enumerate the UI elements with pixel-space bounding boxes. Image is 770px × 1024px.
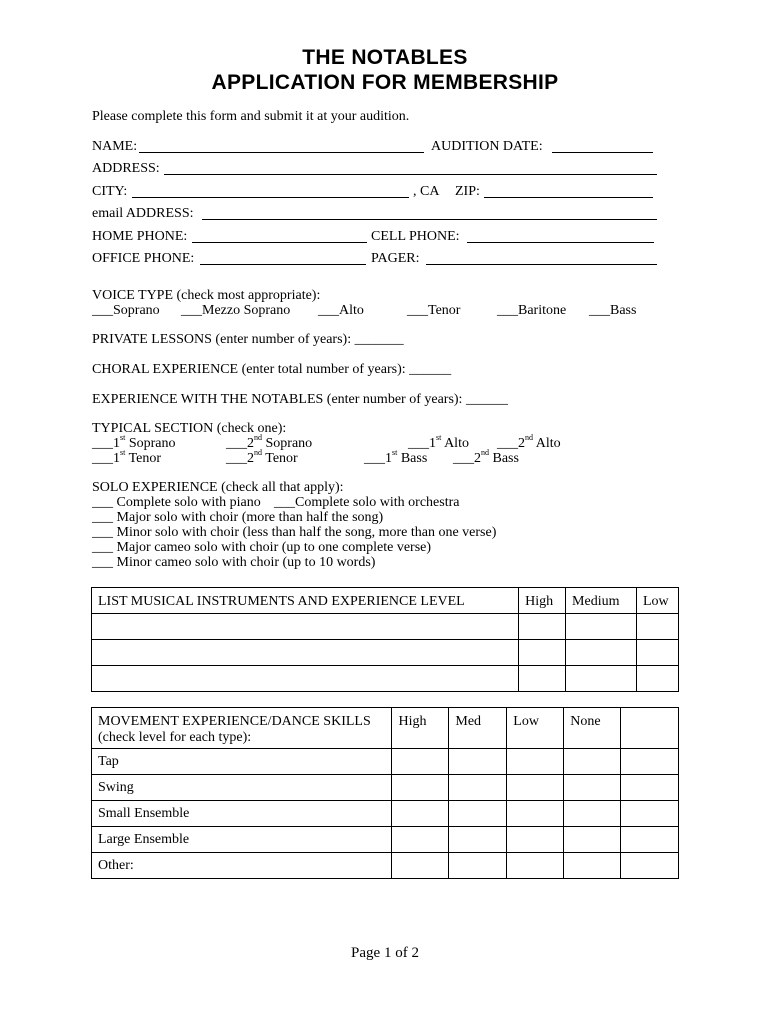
- section-option-2nd-tenor[interactable]: ___2nd Tenor: [226, 448, 298, 466]
- address-label: ADDRESS:: [92, 161, 160, 176]
- instrument-high-cell[interactable]: [519, 614, 566, 640]
- dance-check-cell[interactable]: [392, 853, 449, 879]
- movement-level-high: High: [392, 708, 449, 749]
- voice-type-heading: VOICE TYPE (check most appropriate):: [92, 288, 321, 303]
- dance-skill-large-ensemble: Large Ensemble: [92, 827, 392, 853]
- pager-label: PAGER:: [371, 251, 420, 266]
- name-label: NAME:: [92, 139, 138, 154]
- solo-experience-heading: SOLO EXPERIENCE (check all that apply):: [92, 480, 344, 495]
- voice-option-bass[interactable]: ___Bass: [589, 303, 637, 318]
- table-row: [92, 853, 679, 879]
- solo-option-minor-choir[interactable]: ___ Minor solo with choir (less than half the song, more than one verse): [92, 525, 497, 540]
- instrument-entry-cell[interactable]: [92, 614, 519, 640]
- cell-phone-field[interactable]: [467, 242, 654, 243]
- dance-check-cell[interactable]: [392, 801, 449, 827]
- dance-check-cell[interactable]: [507, 827, 564, 853]
- dance-skill-tap: Tap: [92, 749, 392, 775]
- typical-section-heading: TYPICAL SECTION (check one):: [92, 421, 287, 436]
- section-option-1st-bass[interactable]: ___1st Bass: [364, 448, 428, 466]
- home-phone-field[interactable]: [192, 242, 367, 243]
- instrument-high-cell[interactable]: [519, 640, 566, 666]
- dance-check-cell[interactable]: [392, 775, 449, 801]
- solo-option-minor-cameo[interactable]: ___ Minor cameo solo with choir (up to 10 words): [92, 555, 376, 570]
- choral-experience[interactable]: CHORAL EXPERIENCE (enter total number of years): ______: [92, 362, 452, 377]
- office-phone-field[interactable]: [200, 264, 366, 265]
- dance-check-cell[interactable]: [507, 775, 564, 801]
- dance-check-cell[interactable]: [392, 749, 449, 775]
- instrument-low-cell[interactable]: [637, 666, 679, 692]
- dance-check-cell[interactable]: [564, 749, 621, 775]
- zip-label: ZIP:: [455, 184, 480, 199]
- instrument-medium-cell[interactable]: [566, 640, 637, 666]
- pager-field[interactable]: [426, 264, 657, 265]
- instrument-high-cell[interactable]: [519, 666, 566, 692]
- address-field[interactable]: [164, 174, 657, 175]
- intro-text: Please complete this form and submit it at your audition.: [92, 109, 410, 124]
- movement-level-none: None: [564, 708, 621, 749]
- instruments-level-high: High: [519, 588, 566, 614]
- form-subtitle: APPLICATION FOR MEMBERSHIP: [211, 71, 559, 94]
- dance-check-cell[interactable]: [449, 827, 507, 853]
- zip-field[interactable]: [484, 197, 653, 198]
- dance-check-cell[interactable]: [621, 801, 679, 827]
- dance-check-cell[interactable]: [507, 853, 564, 879]
- name-field[interactable]: [139, 152, 424, 153]
- audition-date-field[interactable]: [552, 152, 653, 153]
- dance-check-cell[interactable]: [449, 749, 507, 775]
- dance-check-cell[interactable]: [449, 775, 507, 801]
- email-label: email ADDRESS:: [92, 206, 194, 221]
- movement-header-row: [92, 708, 679, 749]
- dance-check-cell[interactable]: [621, 827, 679, 853]
- instruments-level-medium: Medium: [566, 588, 637, 614]
- section-option-2nd-bass[interactable]: ___2nd Bass: [453, 448, 519, 466]
- solo-option-orchestra[interactable]: ___Complete solo with orchestra: [274, 495, 460, 510]
- dance-check-cell[interactable]: [564, 775, 621, 801]
- office-phone-label: OFFICE PHONE:: [92, 251, 195, 266]
- instrument-entry-cell[interactable]: [92, 666, 519, 692]
- home-phone-label: HOME PHONE:: [92, 229, 188, 244]
- section-option-1st-alto[interactable]: ___1st Alto: [408, 433, 469, 451]
- table-row: [92, 749, 679, 775]
- dance-skill-small-ensemble: Small Ensemble: [92, 801, 392, 827]
- dance-check-cell[interactable]: [507, 749, 564, 775]
- notables-experience[interactable]: EXPERIENCE WITH THE NOTABLES (enter number of years): ______: [92, 392, 508, 407]
- city-label: CITY:: [92, 184, 128, 199]
- cell-phone-label: CELL PHONE:: [371, 229, 460, 244]
- section-option-2nd-alto[interactable]: ___2nd Alto: [497, 433, 561, 451]
- dance-check-cell[interactable]: [621, 853, 679, 879]
- instrument-low-cell[interactable]: [637, 614, 679, 640]
- instruments-header-row: [92, 588, 679, 614]
- table-row: [92, 827, 679, 853]
- instrument-low-cell[interactable]: [637, 640, 679, 666]
- section-option-1st-soprano[interactable]: ___1st Soprano: [92, 433, 176, 451]
- dance-check-cell[interactable]: [564, 827, 621, 853]
- movement-header: MOVEMENT EXPERIENCE/DANCE SKILLS (check level for each type):: [92, 708, 392, 749]
- section-option-1st-tenor[interactable]: ___1st Tenor: [92, 448, 162, 466]
- page-number: Page 1 of 2: [351, 945, 419, 961]
- voice-option-mezzo-soprano[interactable]: ___Mezzo Soprano: [181, 303, 291, 318]
- instrument-entry-cell[interactable]: [92, 640, 519, 666]
- dance-check-cell[interactable]: [621, 775, 679, 801]
- table-row: [92, 614, 679, 640]
- instrument-medium-cell[interactable]: [566, 614, 637, 640]
- private-lessons[interactable]: PRIVATE LESSONS (enter number of years): _______: [92, 332, 404, 347]
- table-row: [92, 801, 679, 827]
- dance-check-cell[interactable]: [621, 749, 679, 775]
- form-title: THE NOTABLES: [302, 46, 468, 69]
- movement-header-blank: [621, 708, 679, 749]
- voice-option-baritone[interactable]: ___Baritone: [497, 303, 567, 318]
- instruments-header: LIST MUSICAL INSTRUMENTS AND EXPERIENCE LEVEL: [92, 588, 519, 614]
- voice-option-tenor[interactable]: ___Tenor: [407, 303, 461, 318]
- table-row: [92, 775, 679, 801]
- movement-level-med: Med: [449, 708, 507, 749]
- table-row: [92, 666, 679, 692]
- solo-option-major-cameo[interactable]: ___ Major cameo solo with choir (up to one complete verse): [92, 540, 432, 555]
- city-field[interactable]: [132, 197, 409, 198]
- dance-check-cell[interactable]: [449, 853, 507, 879]
- dance-check-cell[interactable]: [449, 801, 507, 827]
- instrument-medium-cell[interactable]: [566, 666, 637, 692]
- solo-option-major-choir[interactable]: ___ Major solo with choir (more than half the song): [92, 510, 384, 525]
- section-option-2nd-soprano[interactable]: ___2nd Soprano: [226, 433, 313, 451]
- instruments-level-low: Low: [637, 588, 679, 614]
- instruments-table: [91, 587, 679, 692]
- audition-date-label: AUDITION DATE:: [431, 139, 543, 154]
- voice-option-alto[interactable]: ___Alto: [318, 303, 364, 318]
- dance-skill-other: Other:: [92, 853, 392, 879]
- state-label: , CA: [413, 184, 440, 199]
- dance-check-cell[interactable]: [564, 801, 621, 827]
- movement-level-low: Low: [507, 708, 564, 749]
- dance-check-cell[interactable]: [564, 853, 621, 879]
- voice-option-soprano[interactable]: ___Soprano: [92, 303, 160, 318]
- dance-check-cell[interactable]: [392, 827, 449, 853]
- movement-table: [91, 707, 679, 879]
- email-field[interactable]: [202, 219, 657, 220]
- table-row: [92, 640, 679, 666]
- solo-option-piano[interactable]: ___ Complete solo with piano: [92, 495, 261, 510]
- dance-skill-swing: Swing: [92, 775, 392, 801]
- dance-check-cell[interactable]: [507, 801, 564, 827]
